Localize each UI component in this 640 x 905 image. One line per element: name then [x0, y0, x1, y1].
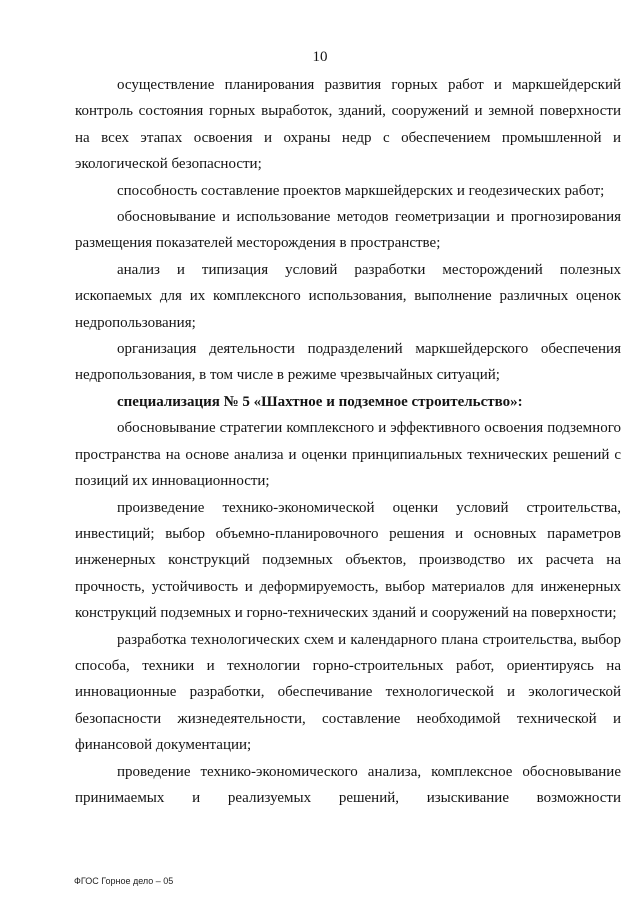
specialization-heading: специализация № 5 «Шахтное и подземное строительство»: [117, 393, 523, 410]
paragraph-2: способность составление проектов маркшейдерских и геодезических работ; [117, 182, 605, 199]
paragraph-8: разработка технологических схем и календарного плана строительства, выбор способа, техники и технологии горно-строительных работ, ориентируясь на инновационные разработки, обеспечивание технологической и экологической безопасности жизнедеятельности, составление необходимой технической и финансовой документации; [75, 631, 621, 754]
paragraph-4: анализ и типизация условий разработки месторождений полезных ископаемых для их комплексного использования, выполнение различных оценок недропользования; [75, 261, 621, 331]
paragraph-5: организация деятельности подразделений маркшейдерского обеспечения недропользования, в том числе в режиме чрезвычайных ситуаций; [75, 341, 621, 384]
paragraph-3: обосновывание и использование методов геометризации и прогнозирования размещения показателей месторождения в пространстве; [75, 209, 621, 252]
footer-label: ФГОС Горное дело – 05 [74, 876, 174, 886]
paragraph-7: произведение технико-экономической оценки условий строительства, инвестиций; выбор объемно-планировочного решения и основных параметров инженерных конструкций подземных объектов, производство их расчета на прочность, устойчивость и деформируемость, выбор материалов для инженерных конструкций подземных и горно-технических зданий и сооружений на поверхности; [75, 499, 621, 622]
paragraph-9: проведение технико-экономического анализа, комплексное обосновывание принимаемых и реализуемых решений, изыскивание возможности [75, 763, 621, 806]
paragraph-6: обосновывание стратегии комплексного и эффективного освоения подземного пространства на основе анализа и оценки принципиальных технических решений с позиций их инновационности; [75, 420, 621, 490]
document-body [75, 72, 621, 811]
page-number: 10 [312, 49, 328, 65]
paragraph-1: осуществление планирования развития горных работ и маркшейдерский контроль состояния горных выработок, зданий, сооружений и земной поверхности на всех этапах освоения и охраны недр с обеспечением промышленной и экологической безопасности; [75, 77, 621, 173]
